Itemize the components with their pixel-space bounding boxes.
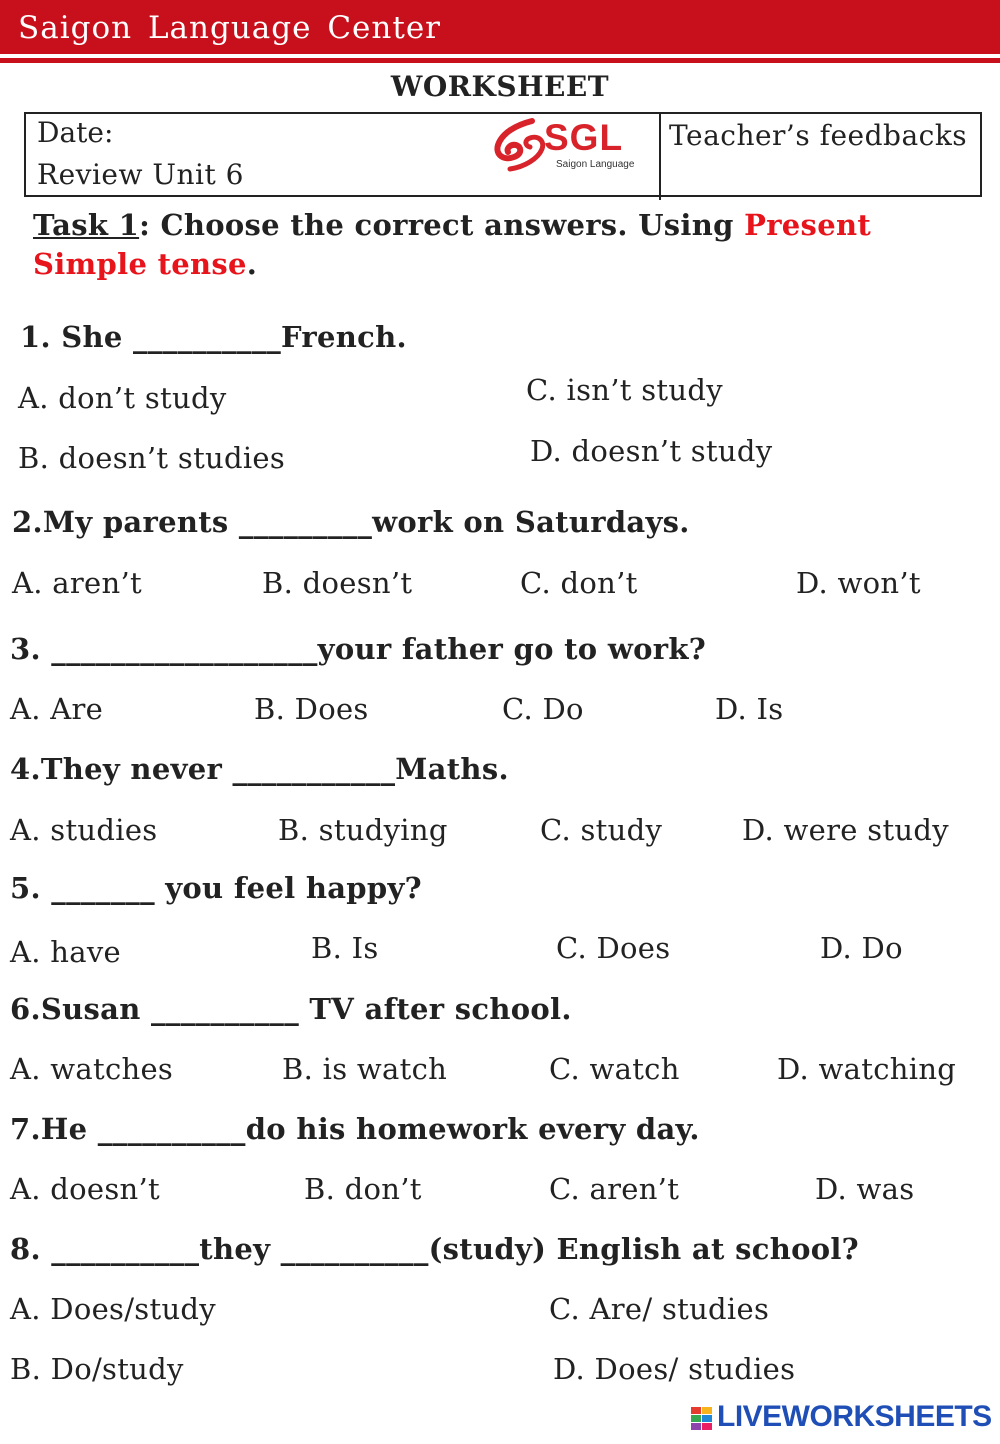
- q8-option-a[interactable]: A. Does/study: [10, 1292, 216, 1326]
- question-7: 7.He __________do his homework every day.: [10, 1112, 700, 1146]
- q3-option-d[interactable]: D. Is: [715, 692, 784, 726]
- question-3: 3. __________________your father go to work?: [10, 632, 707, 666]
- q4-option-b[interactable]: B. studying: [278, 813, 448, 847]
- task-highlight: Present Simple tense: [33, 208, 872, 281]
- question-5: 5. _______ you feel happy?: [10, 871, 422, 905]
- q6-option-a[interactable]: A. watches: [10, 1052, 174, 1086]
- q5-option-b[interactable]: B. Is: [311, 931, 379, 965]
- q4-option-c[interactable]: C. study: [540, 813, 663, 847]
- q4-option-d[interactable]: D. were study: [742, 813, 949, 847]
- q5-option-d[interactable]: D. Do: [820, 931, 903, 965]
- q5-option-c[interactable]: C. Does: [556, 931, 671, 965]
- liveworksheets-brand[interactable]: LIVEWORKSHEETS: [717, 1400, 992, 1433]
- q6-option-c[interactable]: C. watch: [549, 1052, 680, 1086]
- q6-option-b[interactable]: B. is watch: [282, 1052, 448, 1086]
- q3-option-b[interactable]: B. Does: [254, 692, 369, 726]
- header-divider: [0, 58, 1000, 63]
- q6-option-d[interactable]: D. watching: [777, 1052, 957, 1086]
- q1-option-d[interactable]: D. doesn’t study: [530, 434, 773, 468]
- sgl-swoosh-icon: [492, 117, 548, 175]
- question-1: 1. She __________French.: [20, 320, 407, 354]
- q7-option-a[interactable]: A. doesn’t: [10, 1172, 160, 1206]
- unit-label: Review Unit 6: [37, 158, 244, 191]
- task-heading: [33, 206, 963, 284]
- q5-option-a[interactable]: A. have: [10, 935, 121, 969]
- q4-option-a[interactable]: A. studies: [10, 813, 158, 847]
- q1-option-c[interactable]: C. isn’t study: [526, 373, 723, 407]
- q7-option-d[interactable]: D. was: [815, 1172, 915, 1206]
- sgl-logo: [492, 117, 652, 175]
- task-end: .: [246, 247, 258, 281]
- q2-option-a[interactable]: A. aren’t: [12, 566, 142, 600]
- task-instruction: : Choose the correct answers. Using: [139, 208, 745, 242]
- q2-option-d[interactable]: D. won’t: [796, 566, 921, 600]
- q1-option-b[interactable]: B. doesn’t studies: [18, 441, 286, 475]
- q3-option-c[interactable]: C. Do: [502, 692, 584, 726]
- task-label: Task 1: [33, 208, 140, 242]
- teacher-feedback-label: Teacher’s feedbacks: [669, 119, 968, 152]
- q7-option-c[interactable]: C. aren’t: [549, 1172, 680, 1206]
- q7-option-b[interactable]: B. don’t: [304, 1172, 422, 1206]
- q2-option-c[interactable]: C. don’t: [520, 566, 638, 600]
- q2-option-b[interactable]: B. doesn’t: [262, 566, 413, 600]
- question-8: 8. __________they __________(study) English at school?: [10, 1232, 859, 1266]
- worksheet-title: WORKSHEET: [390, 70, 610, 103]
- center-name: Saigon Language Center: [18, 10, 441, 46]
- q3-option-a[interactable]: A. Are: [10, 692, 104, 726]
- q8-option-c[interactable]: C. Are/ studies: [549, 1292, 770, 1326]
- info-box-divider: [659, 112, 661, 200]
- q8-option-d[interactable]: D. Does/ studies: [553, 1352, 796, 1386]
- question-6: 6.Susan __________ TV after school.: [10, 992, 572, 1026]
- question-4: 4.They never ___________Maths.: [10, 752, 509, 786]
- logo-text: SGL: [544, 117, 624, 158]
- question-2: 2.My parents _________work on Saturdays.: [12, 505, 690, 539]
- logo-subtitle: Saigon Language: [556, 159, 635, 170]
- q8-option-b[interactable]: B. Do/study: [10, 1352, 184, 1386]
- q1-option-a[interactable]: A. don’t study: [18, 381, 227, 415]
- liveworksheets-mark-icon: [690, 1404, 714, 1436]
- date-label: Date:: [37, 116, 114, 149]
